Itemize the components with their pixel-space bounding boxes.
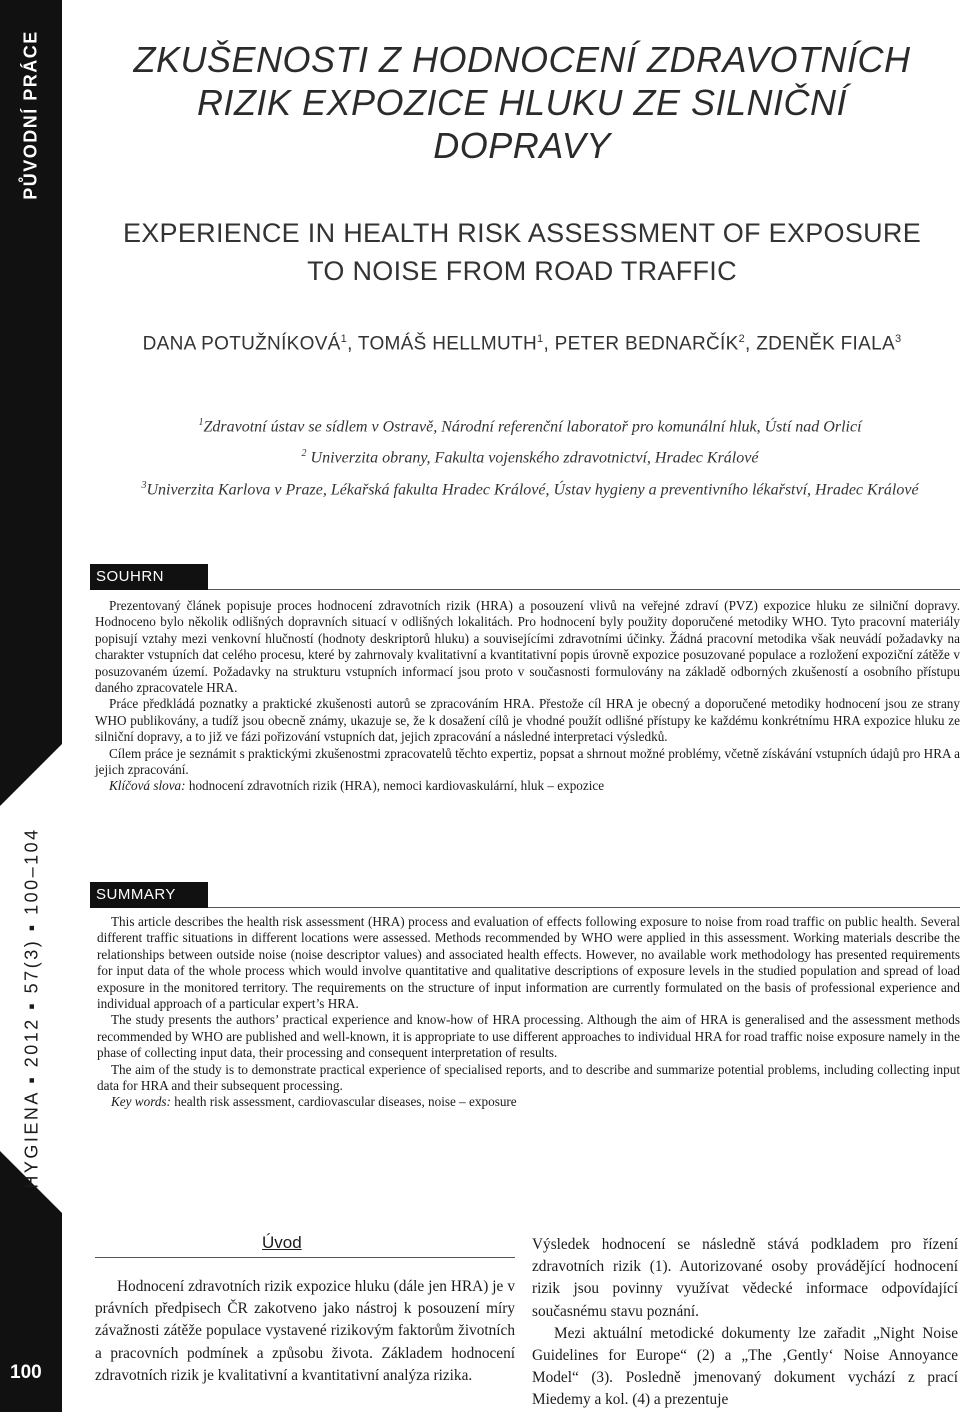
keywords-label: Key words: xyxy=(111,1094,171,1110)
title-czech xyxy=(90,38,954,167)
summary-paragraph: The aim of the study is to demonstrate practical experience of specialised reports, and to describe and summarize potential problems, including collecting input data for HRA and their subsequent processing. xyxy=(97,1061,960,1094)
keywords-text: hodnocení zdravotních rizik (HRA), nemoci kardiovaskulární, hluk – expozice xyxy=(185,778,605,794)
affiliation-text: Univerzita obrany, Fakulta vojenského zdravotnictví, Hradec Králové xyxy=(306,449,759,467)
intro-paragraph: Výsledek hodnocení se následně stává podkladem pro řízení zdravotních rizik (1). Autorizované osoby provádějící hodnocení rizik jsou povinny využívat vědecké informace odpovídající současnému stavu poznání. xyxy=(532,1236,958,1320)
author-separator: , xyxy=(745,333,757,355)
journal-citation: HYGIENA ▪ 2012 ▪ 57(3) ▪ 100–104 xyxy=(21,827,42,1189)
souhrn-heading: SOUHRN xyxy=(90,564,208,590)
author-separator: , xyxy=(543,333,555,355)
summary-paragraph: The study presents the authors’ practical experience and know-how of HRA processing. Although the aim of HRA is generalised and the assessment methods recommended by WHO are published and well-known, it is appropriate to use different approaches to individual HRA for road traffic noise exposure namely in the phase of collecting input data, their processing and consequent interpretation of results. xyxy=(97,1012,960,1061)
intro-rule xyxy=(95,1257,515,1258)
author-affiliation-mark: 2 xyxy=(738,333,746,345)
keywords-label: Klíčová slova: xyxy=(109,778,186,794)
author-separator: , xyxy=(347,333,358,355)
title-czech-line: DOPRAVY xyxy=(433,125,611,166)
intro-paragraph: Hodnocení zdravotních rizik expozice hluku (dále jen HRA) je v právních předpisech ČR zakotveno jako nástroj k posouzení míry závažnosti zátěže populace vystavené rizikovým faktorům životních a pracovních podmínek a způsobu života. Základem hodnocení zdravotních rizik je kvalitativní a kvantitativní analýza rizika. xyxy=(95,1278,515,1384)
section-band-tip xyxy=(0,744,62,806)
affiliation-line xyxy=(120,472,940,503)
affiliation-line xyxy=(120,409,940,440)
affiliation-text: Zdravotní ústav se sídlem v Ostravě, Národní referenční laboratoř pro komunální hluk, Ústí nad Orlicí xyxy=(203,418,862,436)
title-czech-line: ZKUŠENOSTI Z HODNOCENÍ ZDRAVOTNÍCH xyxy=(133,39,911,80)
author-name: ZDENĚK FIALA xyxy=(756,333,895,355)
intro-paragraph: Mezi aktuální metodické dokumenty lze zařadit „Night Noise Guidelines for Europe“ (2) a „The ‚Gently‘ Noise Annoyance Model“ (3). Posledně jmenovaný dokument vychází z prací Miedemy a kol. (4) a prezentuje xyxy=(532,1324,958,1409)
souhrn-paragraph: Prezentovaný článek popisuje proces hodnocení zdravotních rizik (HRA) a posouzení vlivů na veřejné zdraví (PVZ) expozice hluku ze silniční dopravy. Hodnoceno bylo několik odlišných dopravních situací v odlišných lokalitách. Pro hodnocení byly použity doporučené metodiky WHO. Tyto pracovní materiály popisují vztahy mezi venkovní hlučností (hodnoty deskriptorů hluku) a souvisejícími zdravotními účinky. Žádná pracovní metodika však neuvádí požadavky na charakter vstupních dat celého procesu, které by zahrnovaly kvalitativní a kvantitativní popis úrovně expozice posuzované populace a rozložení expoziční zátěže v posuzovaném území. Požadavky na strukturu vstupních informací jsou proto v současnosti formulovány na základě odborných zkušeností a osobního přístupu daného zpracovatele HRA. xyxy=(95,598,960,696)
keywords-text: health risk assessment, cardiovascular diseases, noise – exposure xyxy=(170,1094,517,1110)
affiliation-line xyxy=(120,440,940,471)
affiliation-mark: 1 xyxy=(198,417,204,428)
souhrn-keywords xyxy=(95,778,960,794)
intro-right-column xyxy=(532,1234,958,1412)
summary-body xyxy=(97,914,960,1111)
affiliation-mark: 2 xyxy=(301,448,307,460)
souhrn-paragraph: Cílem práce je seznámit s praktickými zkušenostmi zpracovatelů těchto expertiz, popsat a shrnout možné problémy, včetně získávání vstupních údajů pro HRA a jejich zpracování. xyxy=(95,745,960,778)
author-list xyxy=(90,333,954,355)
page-number: 100 xyxy=(10,1362,42,1383)
summary-rule xyxy=(208,907,960,908)
author-name: DANA POTUŽNÍKOVÁ xyxy=(142,333,341,355)
summary-paragraph: This article describes the health risk assessment (HRA) process and evaluation of effects following exposure to noise from road traffic on public health. Several different traffic situations in different locations were assessed. Methods recommended by WHO were applied in this assessment. Working materials describe the relationships between outside noise (noise descriptor values) and associated health effects. However, no available work methodology has presented requirements for input data of the whole process which would involve quantitative and qualitative descriptions of exposure levels in the studied population and spread of load exposure in the monitored territory. The requirements on the structure of input information are currently formulated on the basis of professional experience and individual approach of a particular expert’s HRA. xyxy=(97,914,960,1012)
souhrn-rule xyxy=(208,589,960,590)
author-affiliation-mark: 3 xyxy=(894,333,902,345)
affiliations xyxy=(120,409,940,503)
title-czech-line: RIZIK EXPOZICE HLUKU ZE SILNIČNÍ xyxy=(196,82,848,123)
intro-heading: Úvod xyxy=(262,1233,302,1252)
affiliation-text: Univerzita Karlova v Praze, Lékařská fakulta Hradec Králové, Ústav hygieny a preventivního lékařství, Hradec Králové xyxy=(146,480,919,498)
title-english-line: EXPERIENCE IN HEALTH RISK ASSESSMENT OF EXPOSURE xyxy=(122,218,922,248)
author-affiliation-mark: 1 xyxy=(537,333,544,345)
title-english-line: TO NOISE FROM ROAD TRAFFIC xyxy=(307,256,737,286)
author-name: PETER BEDNARČÍK xyxy=(554,333,739,355)
title-english xyxy=(90,214,954,290)
intro-left-column xyxy=(95,1276,515,1387)
souhrn-paragraph: Práce předkládá poznatky a praktické zkušenosti autorů se zpracováním HRA. Přestože cíl HRA je obecný a doporučené metodiky hodnocení jsou ze strany WHO publikovány, a tudíž jsou obecně známy, ukazuje se, že k dosažení cílů je vhodné použít odlišné přístupy ke každému konkrétnímu HRA expozice hluku ze silniční dopravy, a to již ve fázi pořizování vstupních dat, jejich zpracování a následné interpretaci výsledků. xyxy=(95,696,960,745)
section-label: PŮVODNÍ PRÁCE xyxy=(20,30,41,200)
summary-heading: SUMMARY xyxy=(90,882,208,908)
author-name: TOMÁŠ HELLMUTH xyxy=(357,333,538,355)
author-affiliation-mark: 1 xyxy=(340,333,348,345)
summary-keywords xyxy=(97,1094,960,1110)
souhrn-body xyxy=(95,598,960,795)
affiliation-mark: 3 xyxy=(141,479,147,491)
